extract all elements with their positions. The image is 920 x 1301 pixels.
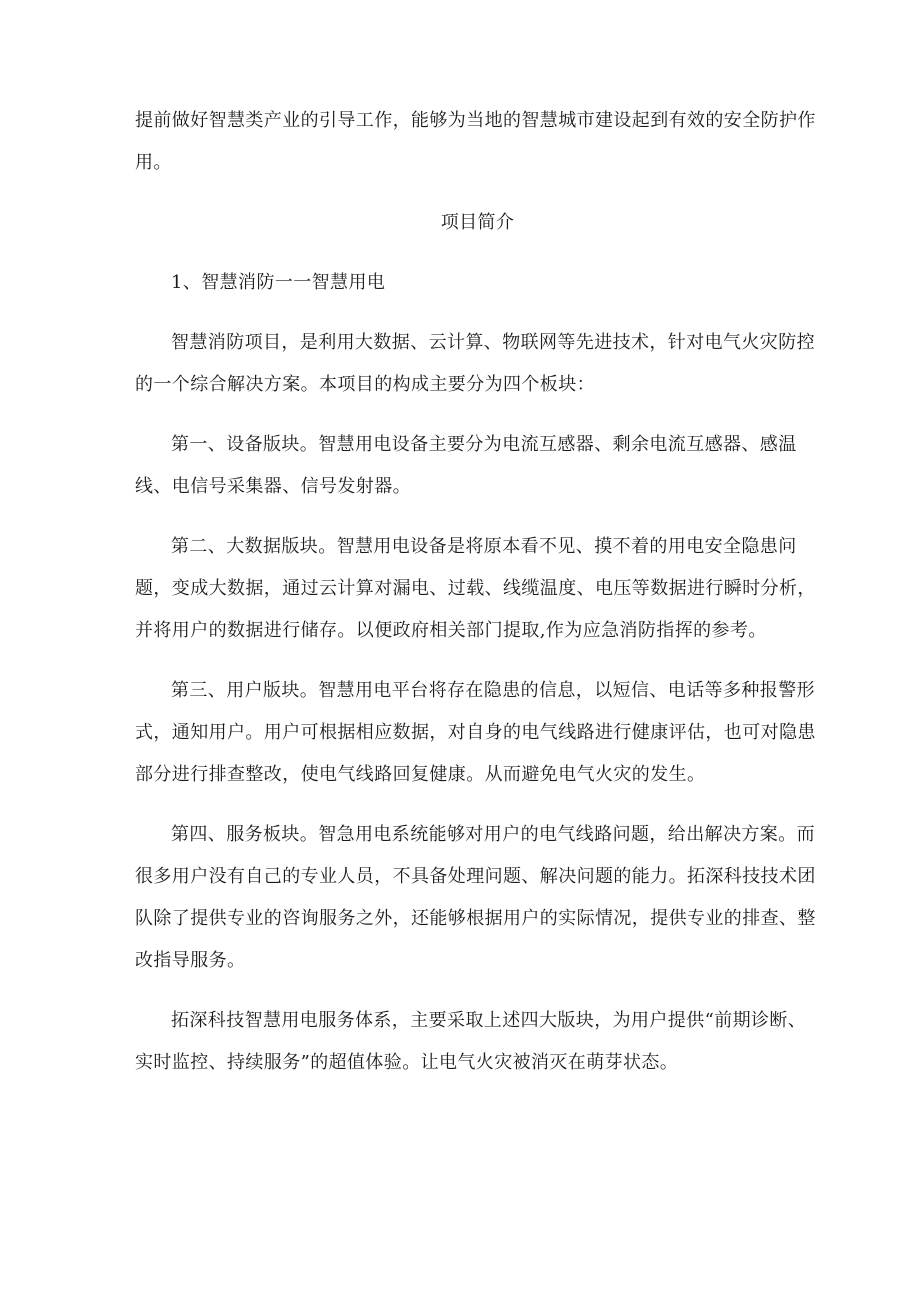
paragraph-summary: 拓深科技智慧用电服务体系，主要采取上述四大版块，为用户提供“前期诊断、实时监控、持续服务”的超值体验。让电气火灾被消灭在萌芽状态。 bbox=[135, 1010, 807, 1073]
paragraph-big-data: 第二、大数据版块。智慧用电设备是将原本看不见、摸不着的用电安全隐患问题，变成大数据，通过云计算对漏电、过载、线缆温度、电压等数据进行瞬时分析，并将用户的数据进行储存。以便政府相关部门提取,作为应急消防指挥的参考。 bbox=[135, 536, 816, 641]
paragraph-user: 第三、用户版块。智慧用电平台将存在隐患的信息，以短信、电话等多种报警形式，通知用户。用户可根据相应数据，对自身的电气线路进行健康评估，也可对隐患部分进行排查整改，使电气线路回复健康。从而避免电气火灾的发生。 bbox=[135, 680, 816, 785]
section-title: 项目简介 bbox=[440, 212, 515, 233]
paragraph-service: 第四、服务板块。智急用电系统能够对用户的电气线路问题，给出解决方案。而很多用户没有自己的专业人员，不具备处理问题、解决问题的能力。拓深科技技术团队除了提供专业的咨询服务之外，还能够根据用户的实际情况，提供专业的排查、整改指导服务。 bbox=[135, 824, 816, 971]
subheading: 1、智慧消防一一智慧用电 bbox=[171, 272, 386, 293]
paragraph-intro: 智慧消防项目，是利用大数据、云计算、物联网等先进技术，针对电气火灾防控的一个综合解决方案。本项目的构成主要分为四个板块： bbox=[135, 332, 815, 395]
continuation-paragraph: 提前做好智慧类产业的引导工作，能够为当地的智慧城市建设起到有效的安全防护作用。 bbox=[135, 110, 816, 173]
paragraph-equipment: 第一、设备版块。智慧用电设备主要分为电流互感器、剩余电流互感器、感温线、电信号采集器、信号发射器。 bbox=[135, 434, 797, 497]
